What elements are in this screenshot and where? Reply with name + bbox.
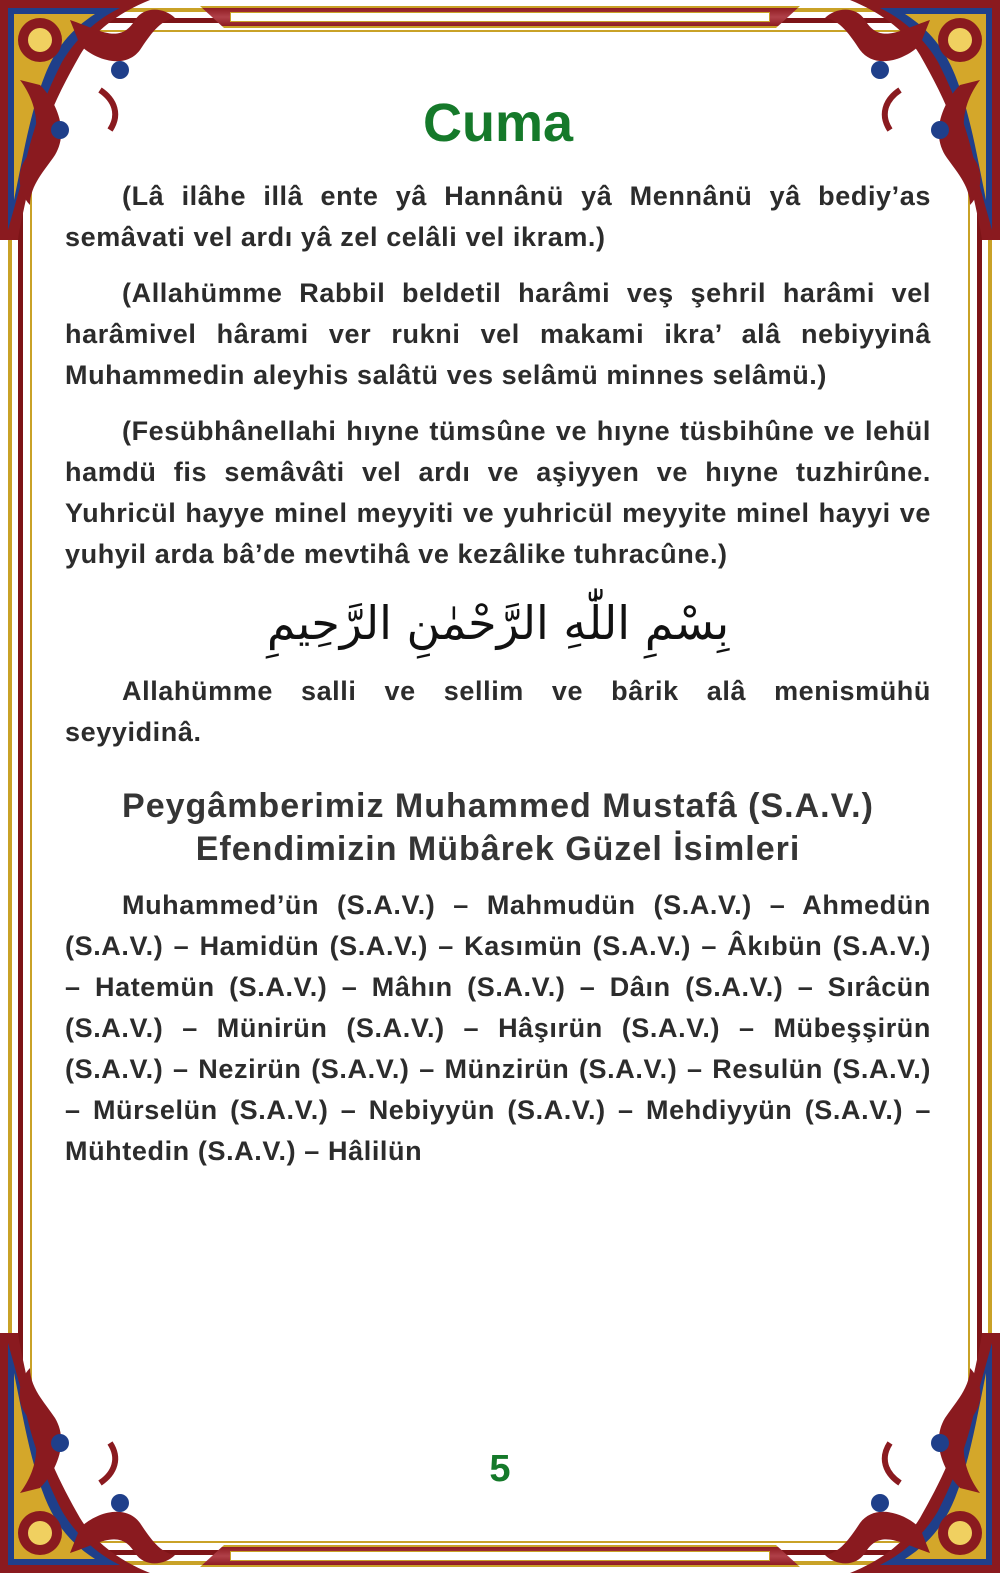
frame-bottom-bar-inner (230, 1551, 770, 1561)
page-content (65, 90, 931, 1172)
section-heading: Peygâmberimiz Muhammed Mustafâ (S.A.V.) Efendimizin Mübârek Güzel İsimleri (122, 787, 874, 868)
page-number: 5 (489, 1448, 511, 1490)
prayer-paragraph-2: (Allahümme Rabbil beldetil harâmi veş şehril harâmi vel harâmivel hârami ver rukni vel makami ikra’ alâ nebiyyinâ Muhammedin aleyhis salâtü ves selâmü minnes selâmü.) (65, 278, 931, 390)
names-paragraph: Muhammed’ün (S.A.V.) – Mahmudün (S.A.V.) – Ahmedün (S.A.V.) – Hamidün (S.A.V.) – Kasımün (S.A.V.) – Âkıbün (S.A.V.) – Hatemün (S.A.V.) – Mâhın (S.A.V.) – Dâın (S.A.V.) – Sırâcün (S.A.V.) – Münirün (S.A.V.) – Hâşırün (S.A.V.) – Mübeşşirün (S.A.V.) – Nezirün (S.A.V.) – Münzirün (S.A.V.) – Resulün (S.A.V.) – Mürselün (S.A.V.) – Nebiyyün (S.A.V.) – Mehdiyyün (S.A.V.) – Mühtedin (S.A.V.) – Hâlilün (65, 890, 931, 1166)
prayer-paragraph-1: (Lâ ilâhe illâ ente yâ Hannânü yâ Mennânü yâ bediy’as semâvati vel ardı yâ zel celâli vel ikram.) (65, 181, 931, 252)
basmala-arabic: بِسْمِ اللّٰهِ الرَّحْمٰنِ الرَّحِيمِ (266, 596, 730, 650)
frame-top-bar-inner (230, 12, 770, 22)
prayer-paragraph-3: (Fesübhânellahi hıyne tümsûne ve hıyne tüsbihûne ve lehül hamdü fis semâvâti vel ardı ve aşiyyen ve hıyne tuzhirûne. Yuhricül hayye minel meyyiti ve yuhricül meyyite minel hayyi ve yuhyil arda bâ’de mevtihâ ve kezâlike tuhracûne.) (65, 416, 931, 569)
page-title: Cuma (422, 93, 574, 153)
salawat-paragraph: Allahümme salli ve sellim ve bârik alâ menismühü seyyidinâ. (65, 676, 931, 747)
